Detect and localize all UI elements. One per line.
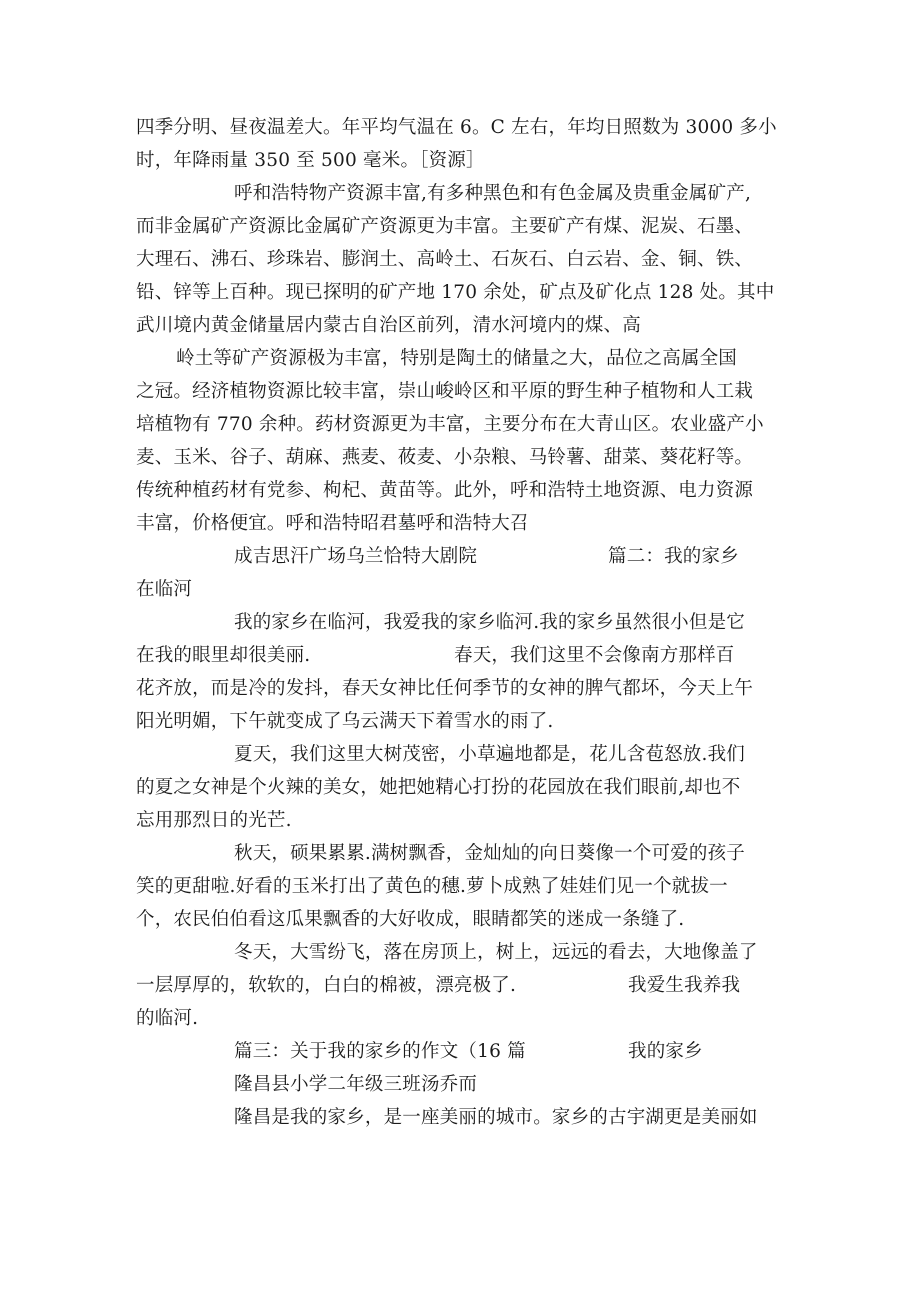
text-line: 忘用那烈日的光芒. (136, 810, 292, 831)
text-line: 传统种植药材有党参、枸杞、黄苗等。此外，呼和浩特土地资源、电力资源 (136, 480, 754, 501)
text-line: 在临河 (136, 579, 193, 600)
text-line: 大理石、沸石、珍珠岩、膨润土、高岭土、石灰石、白云岩、金、铜、铁、 (136, 249, 754, 270)
text-line: 秋天，硕果累累.满树飘香，金灿灿的向日葵像一个可爱的孩子 (234, 843, 745, 864)
text-line: 在我的眼里却很美丽. (136, 645, 311, 666)
section-heading: 篇二：我的家乡 (608, 546, 739, 567)
text-line: 的临河. (136, 1008, 199, 1029)
text-line: 岭土等矿产资源极为丰富，特别是陶土的储量之大，品位之高属全国 (176, 348, 738, 369)
text-line: 之冠。经济植物资源比较丰富，崇山峻岭区和平原的野生种子植物和人工栽 (136, 381, 754, 402)
text-line: 冬天，大雪纷飞，落在房顶上，树上，远远的看去，大地像盖了 (234, 942, 758, 963)
text-line: 花齐放，而是冷的发抖，春天女神比任何季节的女神的脾气都坏，今天上午 (136, 678, 754, 699)
text-line: 铅、锌等上百种。现已探明的矿产地 170 余处，矿点及矿化点 128 处。其中 (136, 282, 775, 303)
text-line: 笑的更甜啦.好看的玉米打出了黄色的穗.萝卜成熟了娃娃们见一个就拔一 (136, 876, 728, 897)
text-line: 我的家乡在临河，我爱我的家乡临河.我的家乡虽然很小但是它 (234, 612, 745, 633)
text-line: 隆昌是我的家乡，是一座美丽的城市。家乡的古宇湖更是美丽如 (234, 1107, 758, 1128)
text-line: 呼和浩特物产资源丰富,有多种黑色和有色金属及贵重金属矿产, (234, 183, 752, 204)
section-heading: 篇三：关于我的家乡的作文（16 篇 (234, 1041, 526, 1062)
text-line: 夏天，我们这里大树茂密，小草遍地都是，花儿含苞怒放.我们 (234, 744, 745, 765)
author-line: 隆昌县小学二年级三班汤乔而 (234, 1074, 478, 1095)
text-line: 我爱生我养我 (628, 975, 741, 996)
text-line: 阳光明媚，下午就变成了乌云满天下着雪水的雨了. (136, 711, 554, 732)
text-line: 个，农民伯伯看这瓜果飘香的大好收成，眼睛都笑的迷成一条缝了. (136, 909, 685, 930)
text-line: 培植物有 770 余种。药材资源更为丰富，主要分布在大青山区。农业盛产小 (136, 414, 764, 435)
text-line: 成吉思汗广场乌兰恰特大剧院 (234, 546, 478, 567)
text-line: 而非金属矿产资源比金属矿产资源更为丰富。主要矿产有煤、泥炭、石墨、 (136, 216, 754, 237)
section-subheading: 我的家乡 (628, 1041, 703, 1062)
text-line: 的夏之女神是个火辣的美女，她把她精心打扮的花园放在我们眼前,却也不 (136, 777, 741, 798)
text-line: 四季分明、昼夜温差大。年平均气温在 6。C 左右，年均日照数为 3000 多小 (136, 117, 777, 138)
text-line: 一层厚厚的，软软的，白白的棉被，漂亮极了. (136, 975, 517, 996)
text-line: 武川境内黄金储量居内蒙古自治区前列，清水河境内的煤、高 (136, 315, 641, 336)
text-line: 丰富，价格便宜。呼和浩特昭君墓呼和浩特大召 (136, 513, 529, 534)
text-line: 春天，我们这里不会像南方那样百 (454, 645, 735, 666)
text-line: 麦、玉米、谷子、葫麻、燕麦、莜麦、小杂粮、马铃薯、甜菜、葵花籽等。 (136, 447, 754, 468)
text-line: 时，年降雨量 350 至 500 毫米。［资源］ (136, 150, 485, 171)
